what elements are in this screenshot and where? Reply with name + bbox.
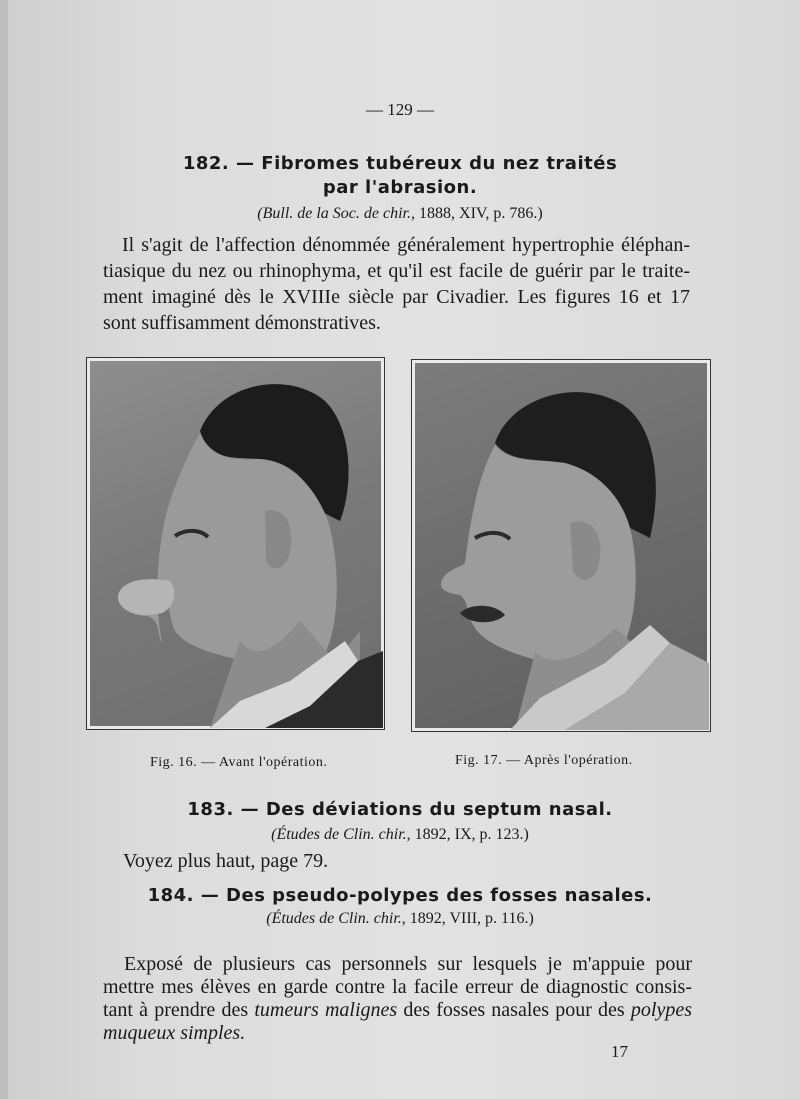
section-182-title-line1: 182. — Fibromes tubéreux du nez traités [182,153,618,174]
section-183-ref-source: (Études de Clin. chir. [271,826,407,843]
figure-16-photo [86,357,385,730]
section-182-ref-details: , 1888, XIV, p. 786.) [411,205,543,222]
section-184-body-line4: muqueux simples. [103,1022,246,1044]
section-183-body: Voyez plus haut, page 79. [123,850,329,872]
figure-16-portrait [90,361,383,728]
signature-mark: 17 [611,1042,628,1061]
section-182-ref-source: (Bull. de la Soc. de chir. [257,205,412,222]
italic-term-tumeurs-malignes: tumeurs malignes [254,999,398,1021]
body-text-span: des fosses nasales pour des [397,999,631,1021]
page-number: — 129 — [366,100,434,119]
figure-17-photo [411,359,711,732]
section-182-body-line2: tiasique du nez ou rhinophyma, et qu'il est facile de guérir par le traite- [103,260,690,282]
section-183-ref-details: , 1892, IX, p. 123.) [406,826,529,843]
section-184-body-line1: Exposé de plusieurs cas personnels sur lesquels je m'appuie pour [124,953,692,975]
figure-17-portrait [415,363,709,730]
section-182-body-line4: sont suffisamment démonstratives. [103,312,381,334]
section-182-reference [0,205,800,223]
figure-17-caption: Fig. 17. — Après l'opération. [455,753,633,768]
section-184-reference [0,910,800,928]
figure-16-caption: Fig. 16. — Avant l'opération. [150,755,328,770]
section-184-title: 184. — Des pseudo-polypes des fosses nasales. [147,885,653,906]
section-184-body-line2: mettre mes élèves en garde contre la facile erreur de diagnostic consis- [103,976,692,998]
section-184-ref-details: , 1892, VIII, p. 116.) [401,910,534,927]
italic-term-polypes: polypes [630,999,692,1021]
section-182-body-line1: Il s'agit de l'affection dénommée généralement hypertrophie éléphan- [122,234,690,256]
section-183-reference [0,826,800,844]
section-184-ref-source: (Études de Clin. chir. [266,910,402,927]
section-182-body-line3: ment imaginé dès le XVIIIe siècle par Civadier. Les figures 16 et 17 [103,286,690,308]
section-183-title: 183. — Des déviations du septum nasal. [187,799,613,820]
body-text-span: tant à prendre des [103,999,255,1021]
section-182-title-line2: par l'abrasion. [322,177,478,198]
